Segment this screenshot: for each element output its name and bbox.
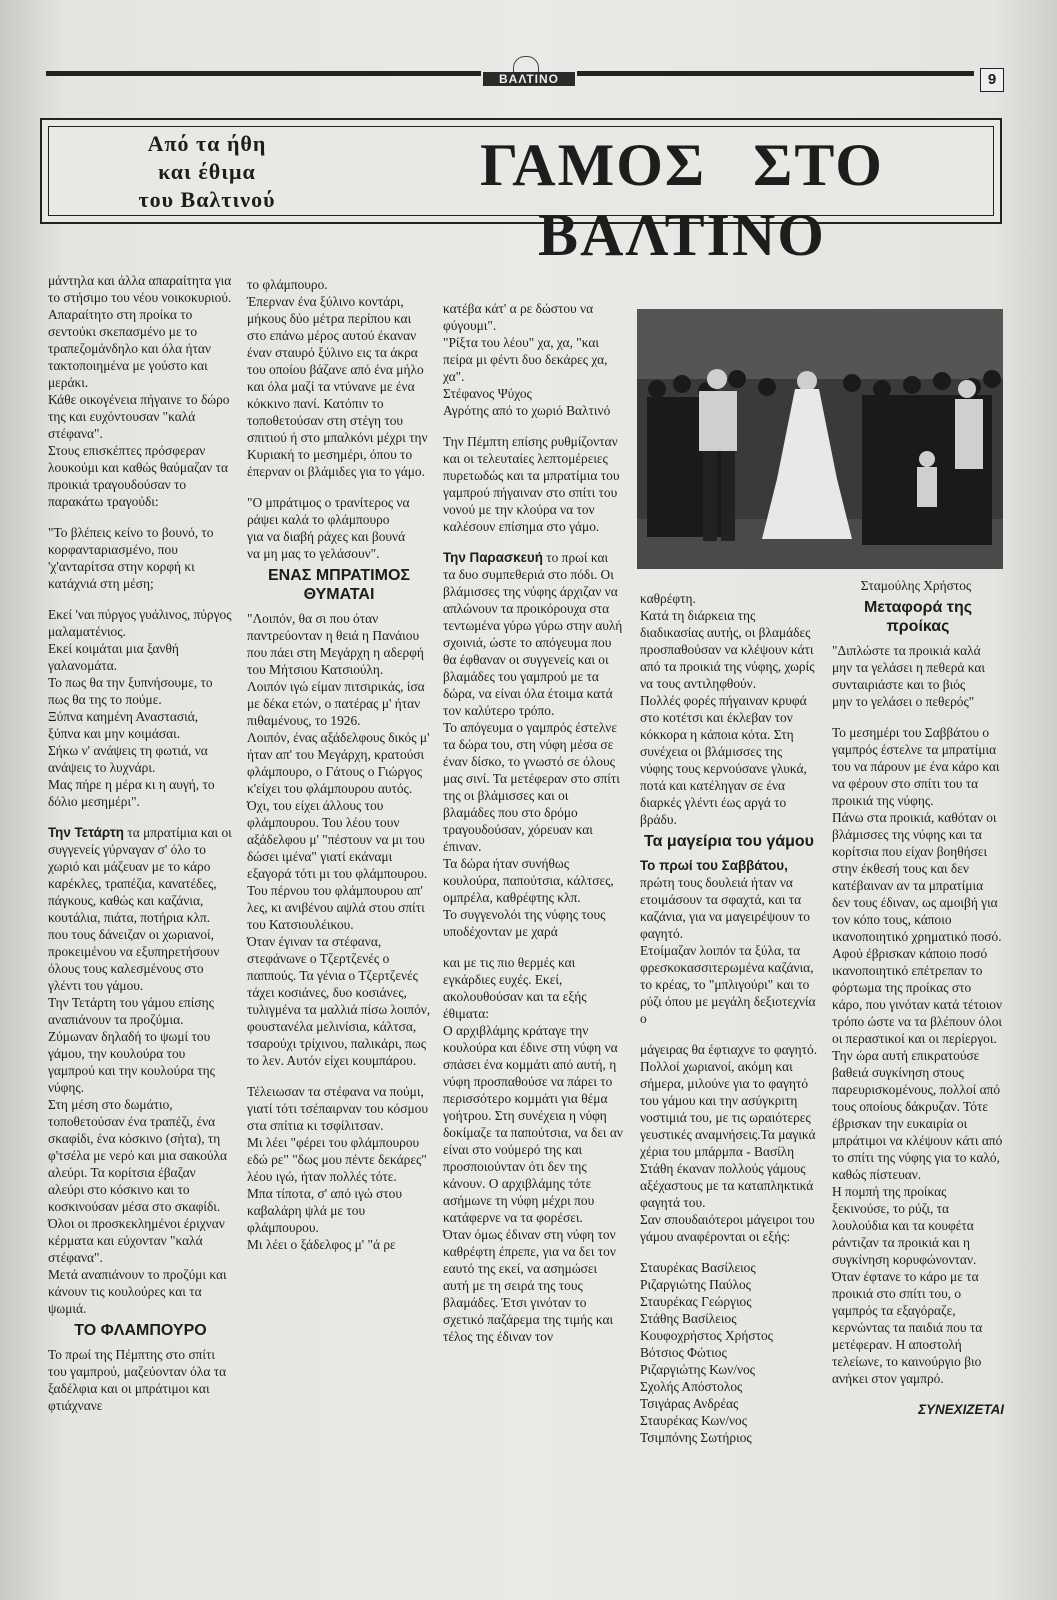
list-item: Κουφοχρήστος Χρήστος [640,1328,773,1343]
paragraph [48,824,233,994]
column-4 [640,590,818,1446]
paragraph: Μι λέει "φέρει του φλάμπουρου εδώ ρε" "δως μου πέντε δεκάρες" λέου ιγώ, ήταν πολλές τότε. [247,1135,427,1184]
kicker-line: και έθιμα [158,159,256,184]
paragraph: Την Πέμπτη επίσης ρυθμίζονταν και οι τελευταίες λεπτομέρειες πυρετωδώς και τα μπρατίμια του γαμπρού πήγαιναν στο σπίτι του νονού με την κλούρα να τον καλέσουν επίσημα στο γάμο. [443,434,620,534]
paragraph: Μπα τίποτα, σ' από ιγώ στου καβαλάρη ψλά με του φλάμπουρου. [247,1186,402,1235]
paragraph: Η πομπή της προίκας ξεκινούσε, το ρύζι, τα λουλούδια και τα κουφέτα ράντιζαν τα προικιά και η συγκίνηση κορυφώνονταν. [832,1184,977,1267]
list-item: Βότσιος Φώτιος [640,1345,727,1360]
paragraph: Έπερναν ένα ξύλινο κοντάρι, μήκους δύο μέτρα περίπου και στο επάνω μέρος αυτού έκαναν έναν σταυρό ξύλινο εις τα άκρα του οποίου βάζανε από ένα μήλο και όλα μαζί τα ντύνανε με ένα κόκκινο πανί. Κατόπιν το τοποθετούσαν στη στέγη του σπιτιού ή στο μπαλκόνι μέχρι την Κυριακή το μεσημέρι, όπου το έπερναν οι βλάμιδες για το γάμο. [247,294,428,479]
column-1 [48,272,233,1414]
masthead-name: ΒΑΛΤΙΝΟ [483,72,575,86]
paragraph-text: τα μπρατίμια και οι συγγενείς γύρναγαν σ' όλο το χωριό και μάζευαν με το κάρο καρέκλες, τραπέζια, κανατέδες, πάγκους, καθώς και καζάνια, κουτάλια, πιάτα, ποτήρια κλπ. που τους δάνειζαν οι χωριανοί, προκειμένου να εξυπηρετήσουν όλους τους καλεσμένους στο γλέντι του γάμου. [48,825,232,993]
paragraph: Κάθε οικογένεια πήγαινε το δώρο της και ευχόντουσαν "καλά στέφανα". [48,392,230,441]
list-item: Σταυρέκας Γεώργιος [640,1294,752,1309]
page-number: 9 [980,68,1004,92]
song-verse: Εκεί 'ναι πύργος γυάλινος, πύργος μαλαματένιος. [48,607,232,639]
paragraph: και με τις πιο θερμές και εγκάρδιες ευχές. Εκεί, ακολουθούσαν και τα εξής έθιματα: [443,955,587,1021]
song-verse: για να διαβή ράχες και βουνά [247,529,406,544]
song-verse: Εκεί κοιμάται μια ξανθή γαλανομάτα. [48,641,179,673]
paragraph: Ετοίμαζαν λοιπόν τα ξύλα, τα φρεσκοκασσιτερωμένα καζάνια, το κρέας, το "μπλιγούρι" και το ρύζι όπου με μεγάλη δεξιοτεχνία ο [640,943,816,1026]
song-verse: "Το βλέπεις κείνο το βουνό, το κορφανταριασμένο, που 'χ'ανταρίτσα στην κορφή κι κατάχνιά στη μέση; [48,525,214,591]
song-verse: μην το γελάσει ο πεθερός" [832,694,975,709]
paragraph: Το πρωί της Πέμπτης στο σπίτι του γαμπρού, μαζεύονταν όλα τα ξαδέλφια και οι μπράτιμοι και φτιάχνανε [48,1347,227,1413]
kicker-line: Από τα ήθη [147,131,267,156]
paragraph: Ο αρχιβλάμης κράταγε την κουλούρα και έδινε στη νύφη να σπάσει ένα κομμάτι από αυτή, η νύφη προσπαθούσε να πάρει το περισσότερο κομμάτι για θέμα γοήτρου. Στη συνέχεια η νύφη δοκίμαζε τα παπούτσια, να δει αν είναι στο νούμερό της και προσποιούνταν ότι δεν της κάνουν. Ο αρχιβλάμης τότε ασήμωνε τη νύφη μέχρι που κατάφερνε να τα φορέσει. [443,1023,623,1225]
song-verse: Μας πήρε η μέρα κι η αυγή, το δόλιο μεσημέρι". [48,777,215,809]
wedding-photo [637,309,1003,569]
column-3 [443,300,623,1345]
paragraph: Τα δώρα ήταν συνήθως κουλούρα, παπούτσια, κάλτσες, ομπρέλα, καθρέφτης κλπ. [443,856,614,905]
list-item: Σχολής Απόστολος [640,1379,743,1394]
list-item: Σταυρέκας Βασίλειος [640,1260,756,1275]
paragraph: "Ρίξτα του λέου" χα, χα, "και πείρα μι φέντι δυο δεκάρες χα, χα". [443,335,608,384]
paragraph: μάγειρας θα έφτιαχνε το φαγητό. Πολλοί χωριανοί, ακόμη και σήμερα, μιλούνε για το φαγητό του γάμου και την ασύγκριτη νοστιμιά του, με τις ωραιότερες γευστικές αναμνήσεις.Τα μαγικά χέρια του μπάρμπα - Βασίλη Στάθη έκαναν πολλούς γάμους αξέχαστους με τα καταπληκτικά φαγητά του. [640,1042,818,1210]
paragraph: Στη μέση στο δωμάτιο, τοποθετούσαν ένα τραπέζι, ένα σκαφίδι, ένα κόσκινο (σήτα), τη φ'τσέλα με νερό και μια σακούλα αλεύρι. Τα κορίτσια έβαζαν αλεύρι στο κόσκινο και το κοσκινούσαν μέσα στο σκαφίδι. [48,1097,228,1214]
paragraph: "Λοιπόν, θα σι που όταν παντρεύονταν η θειά η Πανάιου που πάει στη Μεγάρχη η αδερφή του Μήτσιου Κατσιούλη. [247,611,424,677]
song-verse: να μη μας το γελάσουν". [247,546,380,561]
column-2 [247,276,431,1253]
paragraph: Στους επισκέπτες πρόσφεραν λουκούμι και καθώς θαύμαζαν τα προικιά τραγουδούσαν το παρακάτω τραγούδι: [48,443,228,509]
lead-in: Το πρωί του Σαββάτου, [640,858,788,873]
paragraph [443,549,623,719]
signature-role: Αγρότης από το χωριό Βαλτινό [443,403,611,418]
paragraph: Τέλειωσαν τα στέφανα να πούμι, γιατί τότι τσέπαιρναν του κόσμου στα σπίτια κι τσφίλιτσαν. [247,1084,428,1133]
paragraph: μάντηλα και άλλα απαραίτητα για το στήσιμο του νέου νοικοκυριού. Απαραίτητο στη προίκα το σεντούκι σκεπασμένο με το τραπεζομάνδηλο και όλα ήταν τακτοποιημένα με γούστο και μεράκι. [48,273,232,390]
list-item: Ριζαργιώτης Παύλος [640,1277,751,1292]
paragraph: Το απόγευμα ο γαμπρός έστελνε τα δώρα του, στη νύφη μέσα σε έναν δίσκο, το γνωστό σε όλους μας σινί. Τα μετέφεραν στο σπίτι της οι βλάμισσες και οι βλαμάδες που στο δρόμο τραγουδούσαν, χόρευαν και έπιναν. [443,720,620,854]
lead-in: Την Παρασκευή [443,550,543,565]
paragraph: Την Τετάρτη του γάμου επίσης αναπιάνουν τα προζύμια. Ζύμωναν δηλαδή το ψωμί του γάμου, την κουλούρα του γαμπρού και την κουλούρα της νύφης. [48,995,215,1095]
paragraph: Όχι, του είχει άλλους του φλάμπουρου. Του λέου τουν αξάδελφου μ' "πέστουν να μι του δώσει ιμένα" γιατί εκάναμι εξαγορά τότι μι του φλάμπουρου. Του πέρνου του φλάμπουρου απ' λες, κι ανιβένου αψλά στου σπίτι του Κατσιουλέικου. [247,798,428,932]
song-verse: "Ο μπράτιμος ο τρανίτερος να ράψει καλά το φλάμπουρο [247,495,410,527]
song-verse: Σήκω ν' ανάψεις τη φωτιά, να ανάψεις το λυχνάρι. [48,743,208,775]
header-rule-left [46,71,481,76]
song-verse: Ξύπνα καημένη Αναστασιά, ξύπνα και μην κοιμάσαι. [48,709,199,741]
paragraph: Μετά αναπιάνουν το προζύμι και κάνουν τις κουλούρες και τα ψωμιά. [48,1267,227,1316]
kicker-line: του Βαλτινού [138,187,276,212]
wedding-photo-image [637,309,1003,569]
section-heading-bratimos: ΕΝΑΣ ΜΠΡΑΤΙΜΟΣ ΘΥΜΑΤΑΙ [267,567,410,603]
article-banner [40,118,1002,268]
paragraph: Όλοι οι προσκεκλημένοι έριχναν κέρματα και εύχονταν "καλά στέφανα". [48,1216,225,1265]
paragraph: Πολλές φορές πήγαιναν κρυφά στο κοτέτσι και έκλεβαν τον κόκκορα η κάποια κότα. Στη συνέχεια οι βλάμισσες της νύφης τους κερνούσανε γλυκά, ποτά και κατέληγαν σε ένα διαρκές γλέντι έως αργά το βράδυ. [640,693,807,827]
paragraph: Την ώρα αυτή επικρατούσε βαθειά συγκίνηση στους παρευρισκομένους, πολλοί από τους οποίους δάκρυζαν. Τότε έβρισκαν την ευκαιρία οι μπράτιμοι να κλέψουν κάτι από το σπίτι της νύφης για το καλό, καθώς πίστευαν. [832,1048,1003,1182]
list-item: Τσιμπόνης Σωτήριος [640,1430,752,1445]
paragraph: Λοιπόν ιγώ είμαν πιτσιρικάς, ίσα με δέκα ετών, ο πατέρας μ' ήταν πιθαμένους, το 1926. [247,679,425,728]
song-verse: "Διπλώστε τα προικιά καλά μην τα γελάσει η πεθερά και συνταιριάστε και το βιός [832,643,986,692]
photo-caption: Σταμούλης Χρήστος [860,578,972,593]
paragraph: Κατά τη διάρκεια της διαδικασίας αυτής, οι βλαμάδες προσπαθούσαν να κλέψουν κάτι από τα προικιά της νύφης, χωρίς να τους αντιληφθούν. [640,608,815,691]
paragraph: Όταν έγιναν τα στέφανα, στεφάνωνε ο Τζερτζενές ο παππούς. Τα γένια ο Τζερτζενές τάχει κοσιάνες, δυο κοσιάνες, τυλιγμένα τα μαλλιά πίσω λοιπόν, φουστανέλα μελινίσια, κάλτσα, τσαρούχι τρίχινου, παλικάρι, πως το λεν. Αυτόν είχει κουμπάρου. [247,934,431,1068]
continues-label: ΣΥΝΕΧΙΖΕΤΑΙ [918,1402,1004,1417]
paragraph: κατέβα κάτ' α ρε δώστου να φύγουμι". [443,301,594,333]
article-kicker [92,130,322,214]
song-verse: Το πως θα την ξυπνήσουμε, το πως θα της το πούμε. [48,675,213,707]
paragraph: Όταν έφτανε το κάρο με τα προικιά στο σπίτι του, ο γαμπρός τα εξαγόραζε, κερνώντας τα παιδιά που τα μετέφεραν. Η αποστολή τελείωνε, το καινούργιο βιο ανήκει στον γαμπρό. [832,1269,983,1386]
paragraph [640,857,818,942]
paragraph: το φλάμπουρο. [247,277,328,292]
signature-name: Στέφανος Ψύχος [443,386,532,401]
list-item: Σταυρέκας Κων/νος [640,1413,747,1428]
paragraph-text: το πρωί και τα δυο συμπεθεριά στο πόδι. Οι βλάμισσες της νύφης άρχιζαν να απλώνουν τα προικόρουχα στα τεντωμένα γύρω γύρω στην αυλή σχοινιά, ώστε το απόγευμα που θα έφθαναν οι συγγενείς και οι βλαμάδες του γαμπρού με τα δώρα, να είναι όλα έτοιμα κατά τον καλύτερο τρόπο. [443,550,623,718]
list-item: Ριζαργιώτης Κων/νος [640,1362,755,1377]
paragraph: Μι λέει ο ξάδελφος μ' "ά ρε [247,1237,396,1252]
masthead-logo [483,62,575,88]
header-rule-right [577,71,974,76]
section-heading-mageiria: Τα μαγείρια του γάμου [644,833,814,850]
paragraph: Το μεσημέρι του Σαββάτου ο γαμπρός έστελνε τα μπρατίμια του να πάρουν με ένα κάρο και να φέρουν στο σπίτι του τα προικιά της νύφης. [832,725,1000,808]
section-heading-flambouro: ΤΟ ΦΛΑΜΠΟΥΡΟ [74,1322,207,1339]
article-headline: ΓΑΜΟΣ ΣΤΟ ΒΑΛΤΙΝΟ [480,132,884,268]
paragraph: Όταν όμως έδιναν στη νύφη τον καθρέφτη έπρεπε, για να δει τον εαυτό της εκεί, να ασημώσει αυτή με τη σειρά της τους βλαμάδες. Έτσι γινόταν το σχετικό παζάρεμα της τιμής και τέλος της έδιναν τον [443,1227,616,1344]
list-item: Τσιγάρας Ανδρέας [640,1396,739,1411]
paragraph: Σαν σπουδαιότεροι μάγειροι του γάμου αναφέρονται οι εξής: [640,1212,815,1244]
paragraph-text: πρώτη τους δουλειά ήταν να ετοιμάσουν τα σφαχτά, και τα καζάνια, για να μαγειρέψουν το φαγητό. [640,875,810,941]
paragraph: καθρέφτη. [640,591,696,606]
paragraph: Πάνω στα προικιά, καθόταν οι βλάμισσες της νύφης και τα κορίτσια που είχαν βοηθήσει στην έκθεσή τους και δεν κατέβαιναν αν τα μπρατίμια δεν τους έδιναν, ως αμοιβή για τον κόπο τους, κάποιο ικανοποιητικό χρηματικό ποσό. Αφού έβρισκαν κάποιο ποσό ικανοποιητικό επέτρεπαν το φόρτωμα της προίκας στο κάρο, που γινόταν κατά τέτοιον τρόπο ώστε να τα βλέπουν όλοι οι περαστικοί και οι περίεργοι. [832,810,1003,1046]
list-item: Στάθης Βασίλειος [640,1311,737,1326]
section-heading-metafora: Μεταφορά της προίκας [863,599,973,635]
paragraph: Το συγγενολόι της νύφης τους υποδέχονταν με χαρά [443,907,606,939]
lead-in: Την Τετάρτη [48,825,124,840]
column-5 [832,594,1004,1418]
paragraph: Λοιπόν, ένας αξάδελφους δικός μ' ήταν απ' του Μεγάρχη, κρατούσι φλάμπουρο, ο Γάτους ο Γιώργος κ'είχει του φλάμπουρου αυτός. [247,730,430,796]
